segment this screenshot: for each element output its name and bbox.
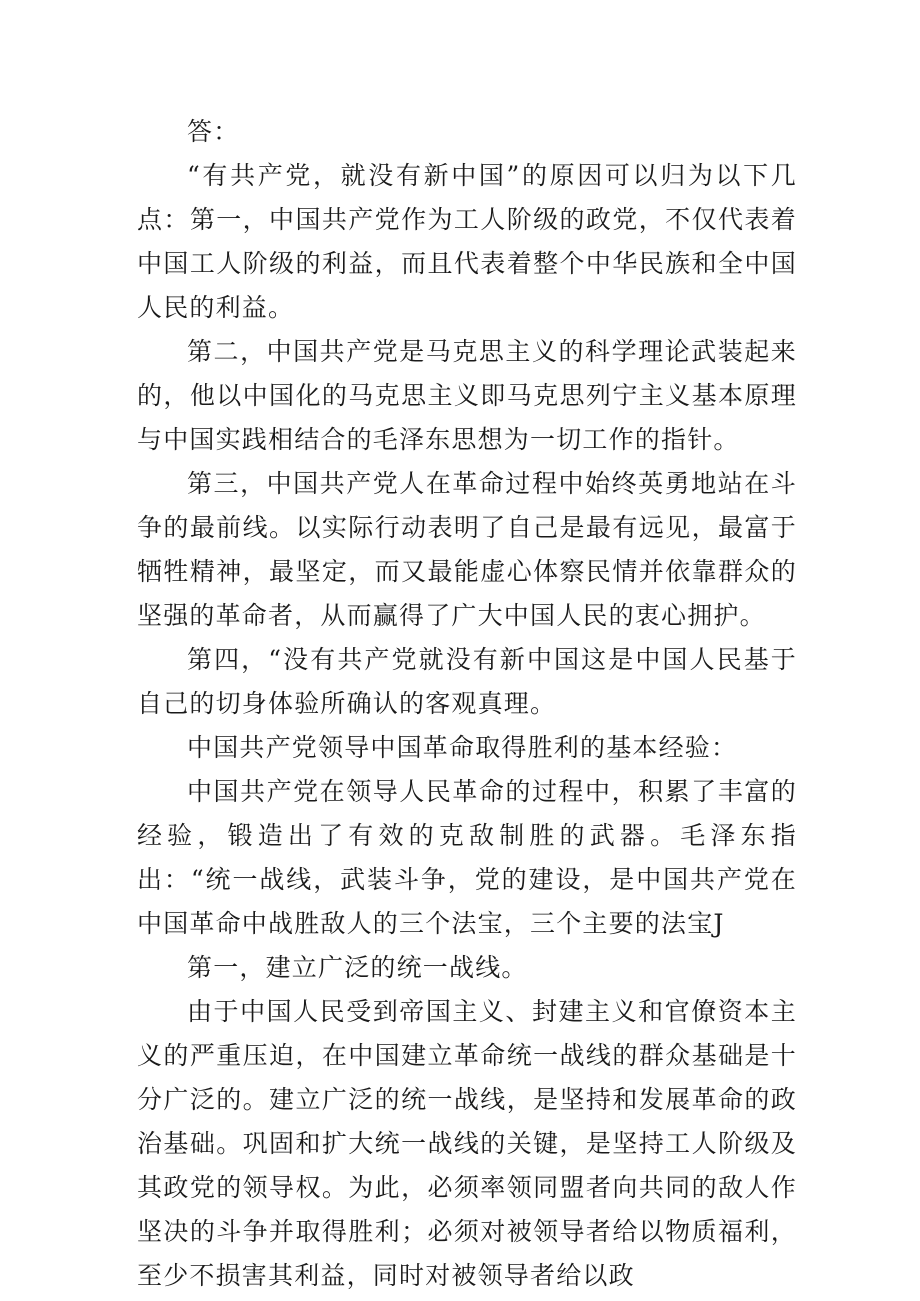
document-body	[137, 110, 797, 1298]
paragraph-point-two: 第二，中国共产党是马克思主义的科学理论武装起来的，他以中国化的马克思主义即马克思列宁主义基本原理与中国实践相结合的毛泽东思想为一切工作的指针。	[137, 337, 797, 454]
paragraph-reasons-intro: “有共产党，就没有新中国”的原因可以归为以下几点：第一，中国共产党作为工人阶级的政党，不仅代表着中国工人阶级的利益，而且代表着整个中华民族和全中国人民的利益。	[137, 161, 797, 322]
paragraph-three-treasures: 中国共产党在领导人民革命的过程中，积累了丰富的经验，锻造出了有效的克敌制胜的武器。毛泽东指出：“统一战线，武装斗争，党的建设，是中国共产党在中国革命中战胜敌人的三个法宝，三个主要的法宝J	[137, 777, 797, 938]
answer-label: 答：	[187, 117, 240, 146]
paragraph-point-four: 第四，“没有共产党就没有新中国这是中国人民基于自己的切身体验所确认的客观真理。	[137, 645, 797, 718]
paragraph-united-front-body: 由于中国人民受到帝国主义、封建主义和官僚资本主义的严重压迫，在中国建立革命统一战线的群众基础是十分广泛的。建立广泛的统一战线，是坚持和发展革命的政治基础。巩固和扩大统一战线的关键，是坚持工人阶级及其政党的领导权。为此，必须率领同盟者向共同的敌人作坚决的斗争并取得胜利；必须对被领导者给以物质福利，至少不损害其利益，同时对被领导者给以政	[137, 997, 797, 1290]
paragraph-point-three: 第三，中国共产党人在革命过程中始终英勇地站在斗争的最前线。以实际行动表明了自己是最有远见，最富于牺牲精神，最坚定，而又最能虚心体察民情并依靠群众的坚强的革命者，从而赢得了广大中国人民的衷心拥护。	[137, 469, 797, 630]
section-heading-basic-experience: 中国共产党领导中国革命取得胜利的基本经验：	[187, 733, 738, 762]
paragraph-united-front-heading: 第一，建立广泛的统一战线。	[187, 953, 528, 982]
